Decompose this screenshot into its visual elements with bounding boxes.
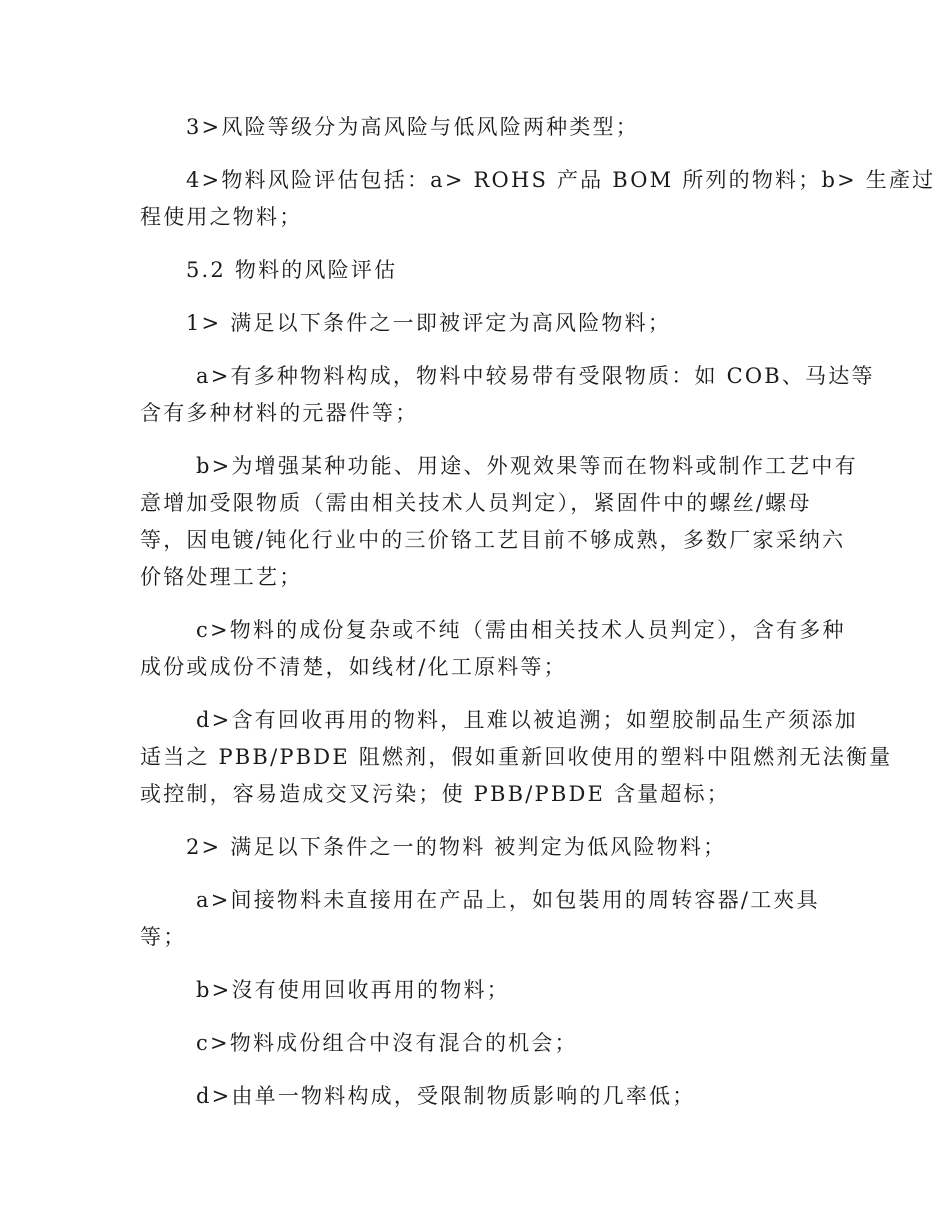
- text-line: c>物料的成份复杂或不纯（需由相关技术人员判定），含有多种: [196, 618, 846, 642]
- section-heading: 5.2 物料的风险评估: [186, 258, 398, 282]
- text-line: 等；: [140, 925, 187, 949]
- text-line: 4>物料风险评估包括：a> ROHS 产品 BOM 所列的物料；b> 生產过: [186, 168, 936, 192]
- text-line: 2> 满足以下条件之一的物料 被判定为低风险物料；: [186, 835, 727, 859]
- text-line: a>间接物料未直接用在产品上，如包裝用的周转容器/工夾具: [196, 888, 820, 912]
- text-line: 成份或成份不清楚，如线材/化工原料等；: [140, 655, 567, 679]
- text-line: d>含有回收再用的物料，且难以被追溯；如塑胶制品生产须添加: [196, 708, 858, 732]
- text-line: 等，因电镀/钝化行业中的三价铬工艺目前不够成熟，多数厂家采纳六: [140, 528, 846, 552]
- text-line: 价铬处理工艺；: [140, 565, 303, 589]
- text-line: 1> 满足以下条件之一即被评定为高风险物料；: [186, 311, 672, 335]
- text-line: a>有多种物料构成，物料中较易带有受限物质：如 COB、马达等: [196, 364, 875, 388]
- text-line: b>沒有使用回收再用的物料；: [196, 978, 510, 1002]
- text-line: 或控制，容易造成交叉污染；使 PBB/PBDE 含量超标；: [140, 782, 730, 806]
- text-line: 3>风险等级分为高风险与低风险两种类型；: [186, 115, 639, 139]
- text-line: c>物料成份组合中沒有混合的机会；: [196, 1031, 578, 1055]
- text-line: 含有多种材料的元器件等；: [140, 401, 419, 425]
- text-line: 程使用之物料；: [140, 205, 303, 229]
- text-line: b>为增强某种功能、用途、外观效果等而在物料或制作工艺中有: [196, 454, 858, 478]
- text-line: 意增加受限物质（需由相关技术人员判定），紧固件中的螺丝/螺母: [140, 491, 812, 515]
- text-line: d>由单一物料构成，受限制物质影响的几率低；: [196, 1084, 696, 1108]
- text-line: 适当之 PBB/PBDE 阻燃剂，假如重新回收使用的塑料中阻燃剂无法衡量: [140, 745, 893, 769]
